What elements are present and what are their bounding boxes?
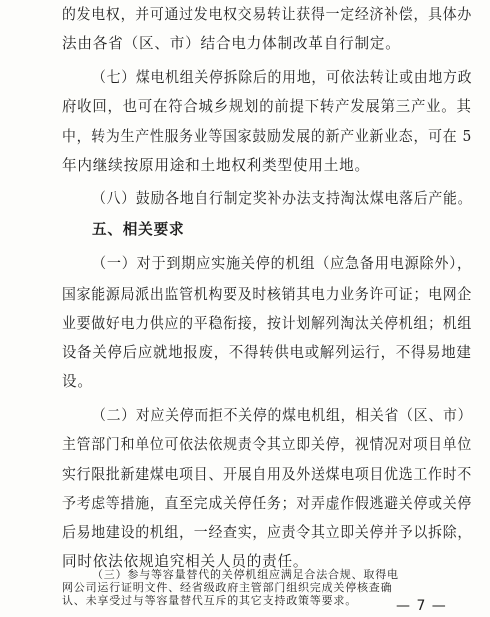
- text-line: 实行限批新建煤电项目、开展自用及外送煤电项目优选工作时不: [62, 466, 473, 483]
- paragraph-start-line: （二）对应关停而拒不关停的煤电机组，相关省（区、市）: [92, 407, 473, 424]
- text-line: 业要做好电力供应的平稳衔接，按计划解列淘汰关停机组；机组: [62, 315, 473, 332]
- text-line: 府收回，也可在符合城乡规划的前提下转产发展第三产业。其: [62, 98, 472, 115]
- paragraph-start-line: （八）鼓励各地自行制定奖补办法支持淘汰煤电落后产能。: [92, 190, 473, 207]
- paragraph-start-line: （七）煤电机组关停拆除后的用地，可依法转让或由地方政: [92, 69, 473, 86]
- section-heading: 五、相关要求: [92, 221, 185, 238]
- text-line: 予考虑等措施，直至完成关停任务；对弄虚作假逃避关停或关停: [62, 495, 473, 512]
- text-line: 的发电权，并可通过发电权交易转让获得一定经济补偿，具体办: [62, 6, 473, 23]
- paragraph-start-line: （三）参与等容量替代的关停机组应满足合法合规、取得电: [92, 568, 399, 581]
- text-line: 中，转为生产性服务业等国家鼓励发展的新产业新业态，可在 5: [62, 128, 473, 145]
- text-line: 设备关停后应就地报废，不得转供电或解列运行，不得易地建: [62, 344, 472, 361]
- page-number: — 7 —: [396, 598, 447, 614]
- text-line: 同时依法依规追究相关人员的责任。: [62, 553, 309, 570]
- text-line: 主管部门和单位可依法依规责令其立即关停，视情况对项目单位: [62, 436, 473, 453]
- text-line: 设。: [62, 373, 93, 390]
- text-line: 网公司运行证明文件、经省级政府主管部门组织完成关停核查确: [62, 581, 393, 594]
- text-line: 后易地建设的机组，一经查实，应责令其立即关停并予以拆除，: [62, 524, 473, 541]
- paragraph-start-line: （一）对于到期应实施关停的机组（应急备用电源除外），: [92, 255, 472, 272]
- text-line: 法由各省（区、市）结合电力体制改革自行制定。: [62, 35, 401, 52]
- text-line: 国家能源局派出监管机构要及时核销其电力业务许可证；电网企: [62, 286, 473, 303]
- text-line: 认、未享受过与等容量替代互斥的其它支持政策等要求。: [62, 594, 357, 607]
- text-line: 年内继续按原用途和土地权利类型使用土地。: [62, 157, 370, 174]
